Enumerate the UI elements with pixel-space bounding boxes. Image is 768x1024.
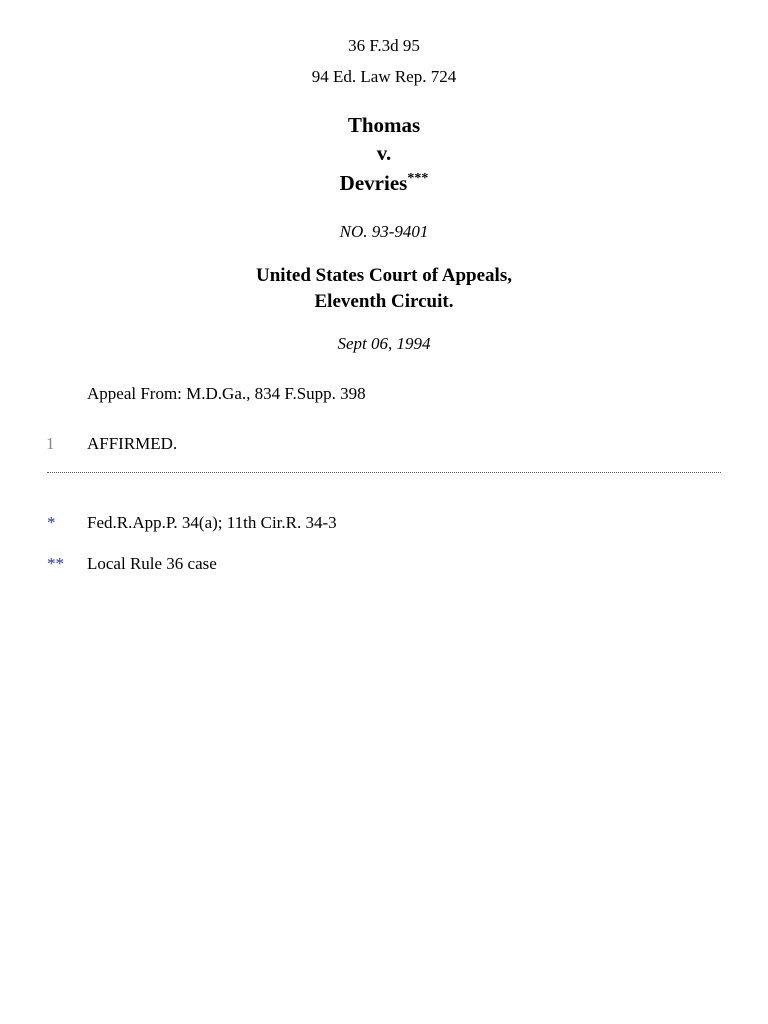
appeal-from-text: Appeal From: M.D.Ga., 834 F.Supp. 398 — [87, 384, 366, 403]
footnote-marker-link[interactable]: ** — [47, 554, 64, 573]
decision-date: Sept 06, 1994 — [337, 334, 431, 353]
party-2-name: Devries — [339, 171, 408, 195]
paragraph-text: AFFIRMED. — [87, 434, 178, 453]
footnote-divider — [47, 472, 721, 473]
citation-reporter: 36 F.3d 95 — [348, 36, 420, 55]
footnote-text: Fed.R.App.P. 34(a); 11th Cir.R. 34-3 — [87, 513, 337, 532]
versus-text: v. — [376, 141, 392, 165]
docket-number: NO. 93-9401 — [339, 222, 429, 241]
party-2-line — [0, 169, 768, 197]
footnote-marker-link[interactable]: * — [47, 513, 56, 532]
court-name-line-1: United States Court of Appeals, — [256, 265, 512, 286]
footnote-text: Local Rule 36 case — [87, 554, 217, 573]
paragraph-number: 1 — [46, 434, 55, 453]
citation-ed-law-rep: 94 Ed. Law Rep. 724 — [311, 67, 457, 86]
court-name-line-2: Eleventh Circuit. — [314, 291, 454, 312]
party-1-name: Thomas — [347, 113, 421, 137]
party-2-footnote-marker[interactable]: *** — [407, 171, 429, 186]
